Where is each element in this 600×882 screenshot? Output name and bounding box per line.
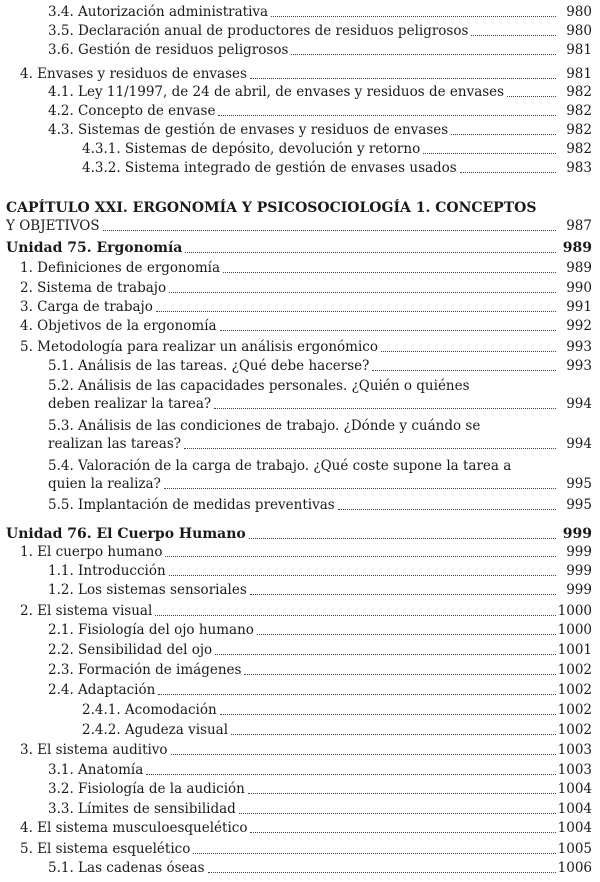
dot-leader bbox=[223, 272, 556, 273]
toc-entry-title: 2.4. Adaptación bbox=[48, 682, 156, 698]
dot-leader bbox=[271, 16, 556, 17]
toc-entry-title: 3.1. Anatomía bbox=[48, 762, 144, 778]
toc-page-number: 989 bbox=[562, 240, 592, 256]
toc-entry-title: 3.3. Límites de sensibilidad bbox=[48, 801, 236, 817]
toc-entry-title: 4.3.1. Sistemas de depósito, devolución y retorno bbox=[82, 141, 421, 157]
toc-page-number: 995 bbox=[566, 497, 592, 513]
dot-leader bbox=[218, 115, 556, 116]
toc-entry-title: 5.1. Las cadenas óseas bbox=[48, 860, 205, 876]
toc-entry-title: 2.1. Fisiología del ojo humano bbox=[48, 622, 254, 638]
toc-page-number: 1004 bbox=[557, 801, 592, 817]
toc-entry-title: CAPÍTULO XXI. ERGONOMÍA Y PSICOSOCIOLOGÍA 1. CONCEPTOS bbox=[6, 200, 537, 216]
toc-page-number: 999 bbox=[562, 526, 592, 542]
toc-page-number: 989 bbox=[566, 260, 592, 276]
toc-entry-title-continued: Y OBJETIVOS bbox=[6, 218, 100, 234]
toc-page-number: 1000 bbox=[557, 622, 592, 638]
toc-page-number: 999 bbox=[566, 563, 592, 579]
dot-leader bbox=[372, 370, 556, 371]
dot-leader bbox=[250, 832, 556, 833]
toc-page-number: 999 bbox=[566, 582, 592, 598]
dot-leader bbox=[239, 813, 556, 814]
toc-page-number: 999 bbox=[566, 544, 592, 560]
toc-page-number: 993 bbox=[566, 339, 592, 355]
toc-entry-title: 3.2. Fisiología de la audición bbox=[48, 781, 245, 797]
toc-page-number: 1002 bbox=[557, 682, 592, 698]
dot-leader bbox=[165, 556, 556, 557]
toc-page-number: 987 bbox=[566, 218, 592, 234]
toc-page-number: 982 bbox=[566, 84, 592, 100]
dot-leader bbox=[249, 538, 556, 539]
toc-entry-title: 2.2. Sensibilidad del ojo bbox=[48, 642, 213, 658]
toc-entry-title: 4. Objetivos de la ergonomía bbox=[20, 318, 217, 334]
toc-entry-title: 5. El sistema esquelético bbox=[20, 841, 191, 857]
toc-entry-title: 5.1. Análisis de las tareas. ¿Qué debe hacerse? bbox=[48, 358, 370, 374]
toc-entry-title-continued: deben realizar la tarea? bbox=[48, 396, 212, 412]
toc-entry-title: 1. Definiciones de ergonomía bbox=[20, 260, 221, 276]
dot-leader bbox=[158, 694, 556, 695]
dot-leader bbox=[146, 774, 556, 775]
dot-leader bbox=[208, 872, 556, 873]
dot-leader bbox=[244, 674, 556, 675]
toc-page-number: 995 bbox=[566, 476, 592, 492]
toc-page-number: 980 bbox=[566, 4, 592, 20]
toc-entry-title: 4.3.2. Sistema integrado de gestión de envases usados bbox=[82, 160, 457, 176]
toc-entry-title: 3.4. Autorización administrativa bbox=[48, 4, 269, 20]
dot-leader bbox=[214, 408, 556, 409]
dot-leader bbox=[471, 35, 556, 36]
toc-page-number: 982 bbox=[566, 122, 592, 138]
toc-entry-title: 4. El sistema musculoesquelético bbox=[20, 820, 248, 836]
dot-leader bbox=[257, 634, 556, 635]
toc-page-number: 1001 bbox=[557, 642, 592, 658]
dot-leader bbox=[507, 96, 556, 97]
toc-entry-title: 1.2. Los sistemas sensoriales bbox=[48, 582, 247, 598]
toc-page-number: 994 bbox=[566, 396, 592, 412]
toc-page-number: 1002 bbox=[557, 722, 592, 738]
toc-page-number: 1002 bbox=[557, 662, 592, 678]
toc-page-number: 991 bbox=[566, 299, 592, 315]
toc-page-number: 981 bbox=[566, 42, 592, 58]
dot-leader bbox=[250, 594, 556, 595]
toc-entry-title: 5. Metodología para realizar un análisis ergonómico bbox=[20, 339, 378, 355]
dot-leader bbox=[338, 509, 556, 510]
dot-leader bbox=[169, 575, 556, 576]
toc-entry-title: 5.3. Análisis de las condiciones de trabajo. ¿Dónde y cuándo se bbox=[48, 418, 481, 434]
dot-leader bbox=[250, 78, 556, 79]
toc-entry-title: 3. El sistema auditivo bbox=[20, 742, 168, 758]
toc-entry-title: 2. El sistema visual bbox=[20, 603, 153, 619]
toc-entry-title: 2.3. Formación de imágenes bbox=[48, 662, 242, 678]
toc-entry-title: 2. Sistema de trabajo bbox=[20, 280, 167, 296]
toc-entry-title: Unidad 75. Ergonomía bbox=[6, 240, 183, 256]
toc-entry-title: 4. Envases y residuos de envases bbox=[20, 66, 247, 82]
toc-entry-title: 3. Carga de trabajo bbox=[20, 299, 153, 315]
toc-entry-title: 2.4.2. Agudeza visual bbox=[82, 722, 229, 738]
toc-entry-title-continued: realizan las tareas? bbox=[48, 436, 181, 452]
dot-leader bbox=[291, 54, 556, 55]
dot-leader bbox=[185, 252, 556, 253]
toc-page-number: 993 bbox=[566, 358, 592, 374]
dot-leader bbox=[423, 153, 556, 154]
toc-entry-title: 3.6. Gestión de residuos peligrosos bbox=[48, 42, 289, 58]
toc-entry-title: 4.3. Sistemas de gestión de envases y residuos de envases bbox=[48, 122, 449, 138]
toc-page-number: 1004 bbox=[557, 820, 592, 836]
dot-leader bbox=[220, 714, 556, 715]
toc-entry-title: 4.1. Ley 11/1997, de 24 de abril, de envases y residuos de envases bbox=[48, 84, 505, 100]
dot-leader bbox=[451, 134, 556, 135]
toc-page-number: 983 bbox=[566, 160, 592, 176]
toc-page-number: 1000 bbox=[557, 603, 592, 619]
toc-page-number: 1003 bbox=[557, 742, 592, 758]
toc-page-number: 990 bbox=[566, 280, 592, 296]
dot-leader bbox=[193, 853, 556, 854]
toc-entry-title: 1.1. Introducción bbox=[48, 563, 166, 579]
toc-entry-title: 4.2. Concepto de envase bbox=[48, 103, 216, 119]
toc-entry-title: 3.5. Declaración anual de productores de residuos peligrosos bbox=[48, 23, 469, 39]
toc-entry-title-continued: quien la realiza? bbox=[48, 476, 161, 492]
toc-page-number: 1003 bbox=[557, 762, 592, 778]
toc-entry-title: Unidad 76. El Cuerpo Humano bbox=[6, 526, 246, 542]
dot-leader bbox=[381, 351, 556, 352]
dot-leader bbox=[155, 615, 556, 616]
toc-page-number: 992 bbox=[566, 318, 592, 334]
toc-page-number: 1005 bbox=[557, 841, 592, 857]
toc-page-number: 980 bbox=[566, 23, 592, 39]
toc-page-number: 1006 bbox=[557, 860, 592, 876]
dot-leader bbox=[460, 172, 556, 173]
toc-page-number: 1002 bbox=[557, 702, 592, 718]
dot-leader bbox=[169, 292, 556, 293]
toc-entry-title: 5.4. Valoración de la carga de trabajo. ¿Qué coste supone la tarea a bbox=[48, 458, 512, 474]
dot-leader bbox=[215, 654, 556, 655]
toc-entry-title: 1. El cuerpo humano bbox=[20, 544, 163, 560]
toc-page-number: 1004 bbox=[557, 781, 592, 797]
dot-leader bbox=[164, 488, 556, 489]
toc-page-number: 982 bbox=[566, 103, 592, 119]
dot-leader bbox=[231, 734, 556, 735]
toc-entry-title: 5.5. Implantación de medidas preventivas bbox=[48, 497, 335, 513]
toc-page-number: 994 bbox=[566, 436, 592, 452]
dot-leader bbox=[171, 754, 556, 755]
dot-leader bbox=[248, 793, 556, 794]
toc-page-number: 982 bbox=[566, 141, 592, 157]
toc-entry-title: 2.4.1. Acomodación bbox=[82, 702, 217, 718]
dot-leader bbox=[220, 330, 556, 331]
toc-entry-title: 5.2. Análisis de las capacidades personales. ¿Quién o quiénes bbox=[48, 378, 470, 394]
dot-leader bbox=[184, 448, 556, 449]
toc-page-number: 981 bbox=[566, 66, 592, 82]
dot-leader bbox=[156, 311, 556, 312]
dot-leader bbox=[103, 230, 556, 231]
